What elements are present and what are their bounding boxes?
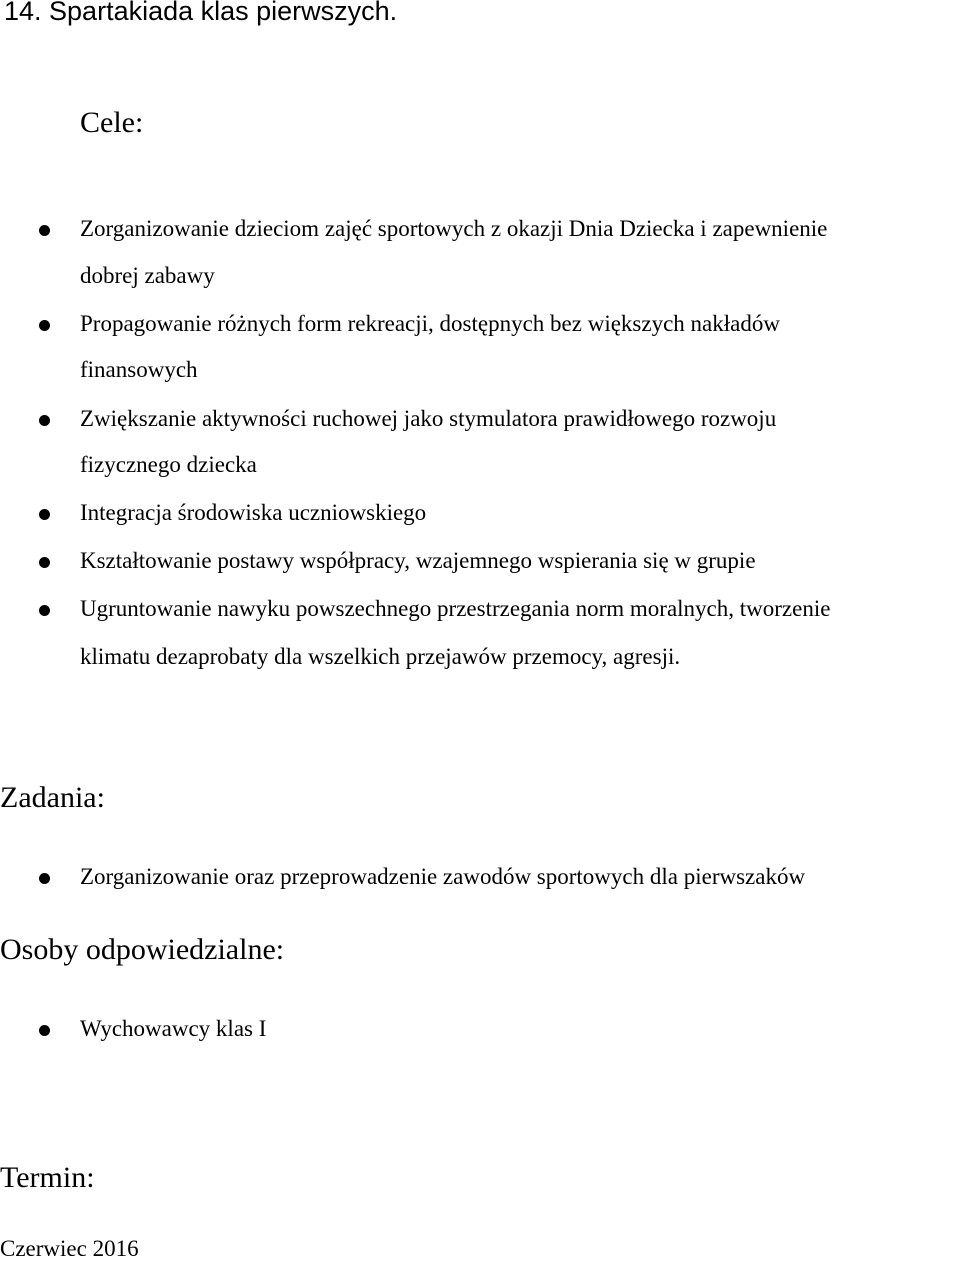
bullet-icon bbox=[39, 605, 50, 616]
cele-item-line: dobrej zabawy bbox=[80, 263, 215, 288]
cele-item-line: Kształtowanie postawy współpracy, wzajemnego wspierania się w grupie bbox=[80, 548, 756, 573]
document-title: 14. Spartakiada klas pierwszych. bbox=[4, 0, 398, 26]
zadania-item-line: Zorganizowanie oraz przeprowadzenie zawodów sportowych dla pierwszaków bbox=[80, 864, 806, 889]
bullet-icon bbox=[39, 873, 50, 884]
termin-value: Czerwiec 2016 bbox=[0, 1236, 139, 1261]
zadania-heading: Zadania: bbox=[0, 781, 105, 814]
cele-heading: Cele: bbox=[80, 106, 144, 139]
cele-item-line: Zorganizowanie dzieciom zajęć sportowych z okazji Dnia Dziecka i zapewnienie bbox=[80, 216, 828, 241]
cele-item-line: finansowych bbox=[80, 357, 198, 382]
bullet-icon bbox=[39, 1025, 50, 1036]
bullet-icon bbox=[39, 415, 50, 426]
bullet-icon bbox=[39, 557, 50, 568]
cele-item-line: Propagowanie różnych form rekreacji, dostępnych bez większych nakładów bbox=[80, 311, 780, 336]
cele-item-line: Zwiększanie aktywności ruchowej jako stymulatora prawidłowego rozwoju bbox=[80, 406, 777, 431]
cele-item-line: fizycznego dziecka bbox=[80, 452, 257, 477]
osoby-heading: Osoby odpowiedzialne: bbox=[0, 933, 285, 966]
osoby-item-line: Wychowawcy klas I bbox=[80, 1016, 267, 1041]
termin-heading: Termin: bbox=[0, 1161, 95, 1194]
bullet-icon bbox=[39, 320, 50, 331]
cele-item-line: Ugruntowanie nawyku powszechnego przestrzegania norm moralnych, tworzenie bbox=[80, 596, 831, 621]
bullet-icon bbox=[39, 225, 50, 236]
cele-item-line: klimatu dezaprobaty dla wszelkich przejawów przemocy, agresji. bbox=[80, 644, 681, 669]
bullet-icon bbox=[39, 509, 50, 520]
cele-item-line: Integracja środowiska uczniowskiego bbox=[80, 500, 427, 525]
